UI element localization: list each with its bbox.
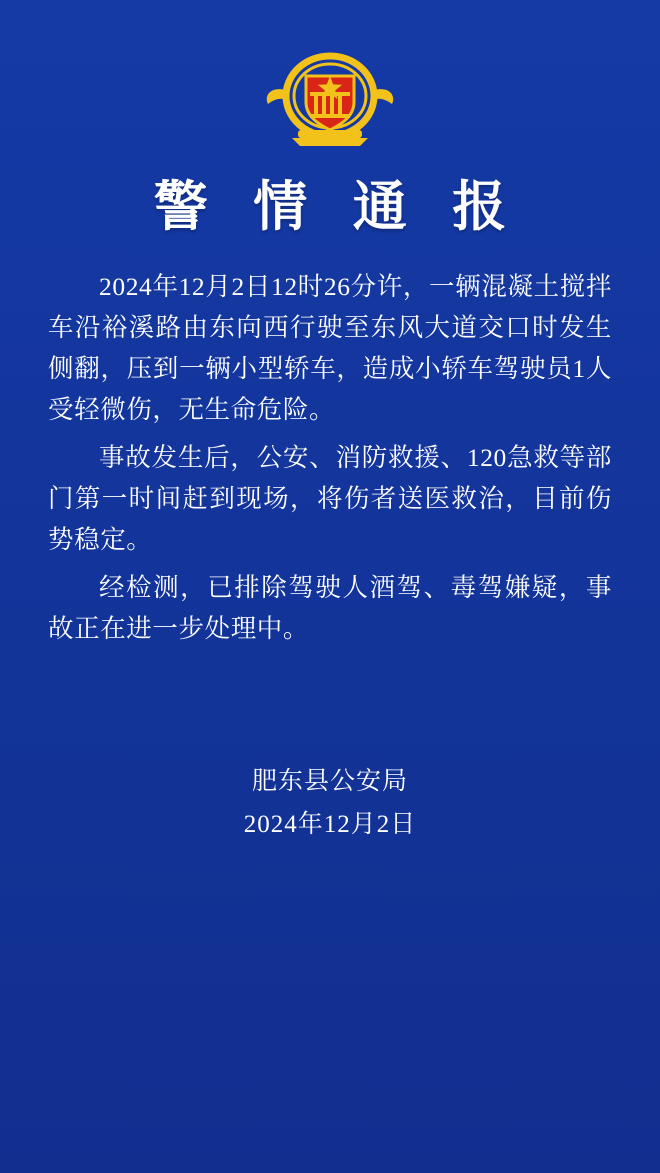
notice-paragraph-2: 事故发生后，公安、消防救援、120急救等部门第一时间赶到现场，将伤者送医救治，目前伤势稳定。: [48, 442, 612, 555]
issuing-organization: 肥东县公安局: [251, 768, 408, 796]
page-title: 警 情 通 报: [153, 177, 523, 237]
notice-paragraph-3: 经检测，已排除驾驶人酒驾、毒驾嫌疑，事故正在进一步处理中。: [48, 572, 612, 643]
china-police-emblem-icon: [262, 46, 398, 158]
issue-date: 2024年12月2日: [243, 810, 417, 838]
emblem-container: [48, 0, 612, 158]
notice-paragraph-1: 2024年12月2日12时26分许，一辆混凝土搅拌车沿裕溪路由东向西行驶至东风大道交口时发生侧翻，压到一辆小型轿车，造成小轿车驾驶员1人受轻微伤，无生命危险。: [48, 271, 612, 425]
signature-block: [48, 761, 612, 846]
notice-body: [48, 266, 612, 650]
